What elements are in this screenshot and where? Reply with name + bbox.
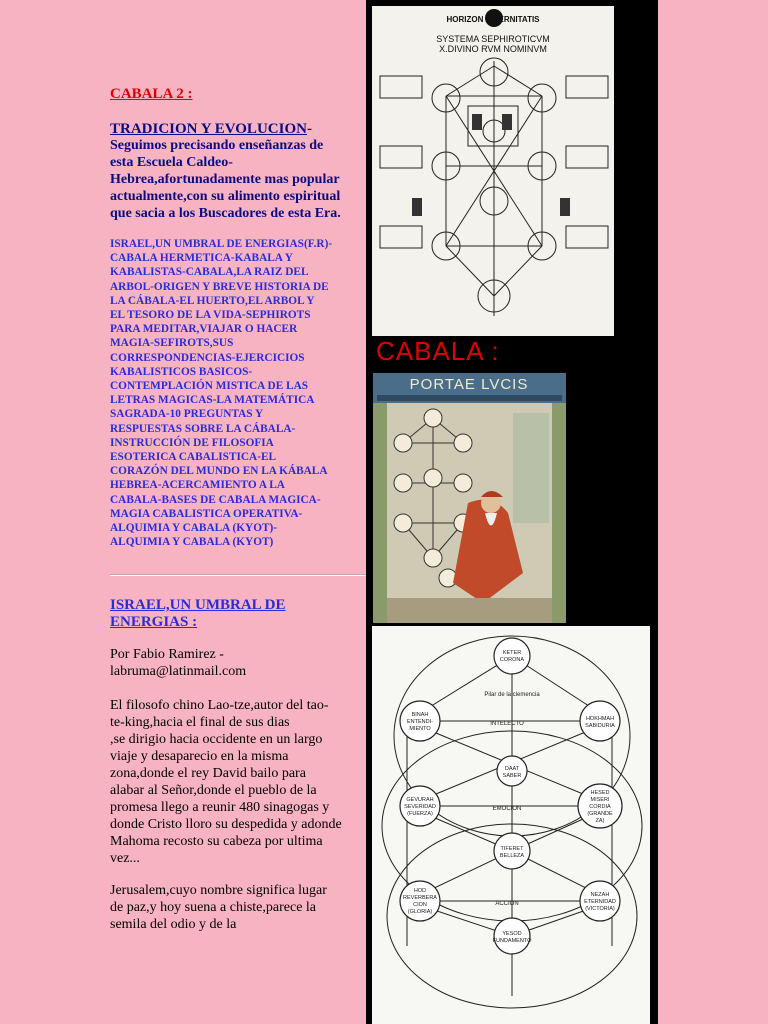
- index-line[interactable]: ALQUIMIA Y CABALA (KYOT): [110, 536, 274, 549]
- node-nezah-line: NEZAH: [590, 892, 610, 898]
- index-line[interactable]: ESOTERICA CABALISTICA-EL: [110, 451, 277, 464]
- index-line[interactable]: RESPUESTAS SOBRE LA CÁBALA-: [110, 422, 296, 435]
- engraving-title-line: SYSTEMA SEPHIROTICVM: [436, 34, 550, 44]
- index-line[interactable]: CABALA-BASES DE CABALA MAGICA-: [110, 493, 321, 506]
- intro-line: Seguimos precisando enseñanzas de: [110, 138, 324, 153]
- portae-lucis-title: PORTAE LVCIS: [409, 376, 529, 393]
- topic-index[interactable]: [110, 237, 332, 549]
- paragraph-2: [110, 882, 327, 933]
- index-line[interactable]: KABALISTICOS BASICOS-: [110, 365, 253, 378]
- index-line[interactable]: CORRESPONDENCIAS-EJERCICIOS: [110, 351, 305, 364]
- intelecto-label: INTELECTO: [490, 721, 524, 727]
- node-yesod-line: YESOD: [502, 931, 522, 937]
- horizontal-divider: [110, 574, 365, 576]
- emocion-label: EMOCION: [492, 806, 522, 812]
- intro-line: que sacia a los Buscadores de esta Era.: [110, 206, 341, 221]
- node-hod-line: REVERBERA: [403, 895, 437, 901]
- intro-line: esta Escuela Caldeo-: [110, 155, 233, 170]
- intro-line: Hebrea,afortunadamente mas popular: [110, 172, 340, 187]
- engraving-header: HORIZON ÆTERNITATIS: [446, 15, 540, 24]
- sephirotic-engraving-image[interactable]: [372, 6, 614, 336]
- author-name: Por Fabio Ramirez -: [110, 647, 224, 662]
- author-email: labruma@latinmail.com: [110, 664, 247, 679]
- paragraph-line: promesa llego a reunir 480 sinagogas y: [110, 800, 330, 815]
- paragraph-line: vez...: [110, 851, 140, 866]
- portae-lucis-svg: [373, 373, 566, 623]
- tradicion-heading: [110, 121, 312, 138]
- israel-heading-line[interactable]: ISRAEL,UN UMBRAL DE: [110, 597, 286, 613]
- portae-lucis-image[interactable]: [373, 373, 566, 623]
- index-line[interactable]: PARA MEDITAR,VIAJAR O HACER: [110, 323, 298, 336]
- node-hesed-line: MISERI: [590, 797, 610, 803]
- node-yesod-line: FUNDAMENTO: [492, 938, 532, 944]
- index-line[interactable]: HEBREA-ACERCAMIENTO A LA: [110, 479, 285, 492]
- paragraph-line: donde Cristo lloro su despedida y adonde: [110, 817, 342, 832]
- index-line[interactable]: CABALA HERMETICA-KABALA Y: [110, 252, 293, 265]
- index-line[interactable]: MAGIA CABALISTICA OPERATIVA-: [110, 507, 303, 520]
- accion-label: ACCION: [495, 901, 519, 907]
- paragraph-line: Mahoma recosto su cabeza por ultima: [110, 834, 323, 849]
- node-hokhmah-line: SABIDURIA: [585, 723, 615, 729]
- node-binah-line: BINAH: [411, 712, 429, 718]
- cabala-2-link[interactable]: CABALA 2 :: [110, 86, 193, 102]
- node-binah-line: ENTENDI-: [407, 719, 433, 725]
- paragraph-line: ,se dirigio hacia occidente en un largo: [110, 732, 323, 747]
- index-line[interactable]: ARBOL-ORIGEN Y BREVE HISTORIA DE: [110, 280, 329, 293]
- node-tiferet-line: TIFERET: [500, 846, 524, 852]
- node-hod-line: HOD: [413, 888, 427, 894]
- intro-line: actualmente,con su alimento espiritual: [110, 189, 341, 204]
- index-line[interactable]: EL TESORO DE LA VIDA-SEPHIROTS: [110, 309, 311, 322]
- index-line[interactable]: SAGRADA-10 PREGUNTAS Y: [110, 408, 264, 421]
- node-keter-line: CORONA: [499, 657, 525, 663]
- paragraph-line: alabar al Señor,donde el pueblo de la: [110, 783, 317, 798]
- node-daat-line: DAAT: [504, 766, 520, 772]
- index-line[interactable]: CONTEMPLACIÓN MISTICA DE LAS: [110, 380, 309, 393]
- paragraph-line: zona,donde el rey David bailo para: [110, 766, 306, 781]
- paragraph-line: Jerusalem,cuyo nombre significa lugar: [110, 883, 327, 898]
- node-binah-line: MIENTO: [409, 726, 431, 732]
- node-nezah-line: (VICTORIA): [585, 906, 615, 912]
- index-line[interactable]: ISRAEL,UN UMBRAL DE ENERGIAS(F.R)-: [110, 238, 333, 250]
- node-gevurah-line: (FUERZA): [407, 811, 433, 817]
- intro-paragraph: [110, 137, 341, 222]
- cabala-image-label: CABALA :: [376, 336, 500, 366]
- paragraph-line: semila del odio y de la: [110, 917, 237, 932]
- israel-heading-line[interactable]: ENERGIAS :: [110, 614, 198, 630]
- node-gevurah-line: SEVERIDAD: [404, 804, 436, 810]
- index-line[interactable]: LA CÁBALA-EL HUERTO,EL ARBOL Y: [110, 294, 315, 307]
- pilar-label: Pilar de la clemencia: [484, 692, 540, 698]
- index-line[interactable]: LETRAS MAGICAS-LA MATEMÁTICA: [110, 394, 315, 407]
- node-tiferet-line: BELLEZA: [499, 853, 525, 859]
- index-line[interactable]: INSTRUCCIÓN DE FILOSOFIA: [110, 436, 274, 449]
- index-line[interactable]: MAGIA-SEFIROTS,SUS: [110, 337, 234, 350]
- node-nezah-line: ETERNIDAD: [584, 899, 616, 905]
- tree-of-life-diagram[interactable]: [372, 626, 650, 1024]
- node-hod-line: (GLORIA): [407, 909, 433, 915]
- index-line[interactable]: CORAZÓN DEL MUNDO EN LA KÁBALA: [110, 465, 328, 478]
- node-hokhmah-line: HOKHMAH: [585, 716, 615, 722]
- node-hesed-line: HESED: [590, 790, 610, 796]
- paragraph-line: El filosofo chino Lao-tze,autor del tao-: [110, 698, 329, 713]
- index-line[interactable]: ALQUIMIA Y CABALA (KYOT)-: [110, 522, 278, 535]
- cabala-2-heading: [110, 86, 193, 103]
- paragraph-line: viaje y desaparecio en la misma: [110, 749, 289, 764]
- index-line[interactable]: KABALISTAS-CABALA,LA RAIZ DEL: [110, 266, 309, 279]
- node-hesed-line: (GRANDE: [587, 811, 613, 817]
- israel-heading[interactable]: [110, 597, 285, 631]
- node-daat-line: SABER: [502, 773, 522, 779]
- node-hesed-line: CORDIA: [589, 804, 611, 810]
- tradicion-link[interactable]: TRADICION Y EVOLUCION: [110, 121, 307, 137]
- node-keter-line: KETER: [502, 650, 522, 656]
- engraving-svg: [372, 6, 614, 336]
- paragraph-line: te-king,hacia el final de sus dias: [110, 715, 290, 730]
- node-hesed-line: ZA): [595, 818, 605, 824]
- node-hod-line: CION: [413, 902, 427, 908]
- node-gevurah-line: GEVURAH: [406, 797, 434, 803]
- author-block: [110, 646, 246, 680]
- tradicion-dash: -: [306, 121, 312, 137]
- engraving-title-line: X.DIVINO RVM NOMINVM: [439, 44, 547, 54]
- paragraph-1: [110, 697, 342, 867]
- paragraph-line: de paz,y hoy suena a chiste,parece la: [110, 900, 317, 915]
- right-margin: [658, 0, 768, 1024]
- tree-of-life-svg: [372, 626, 650, 1024]
